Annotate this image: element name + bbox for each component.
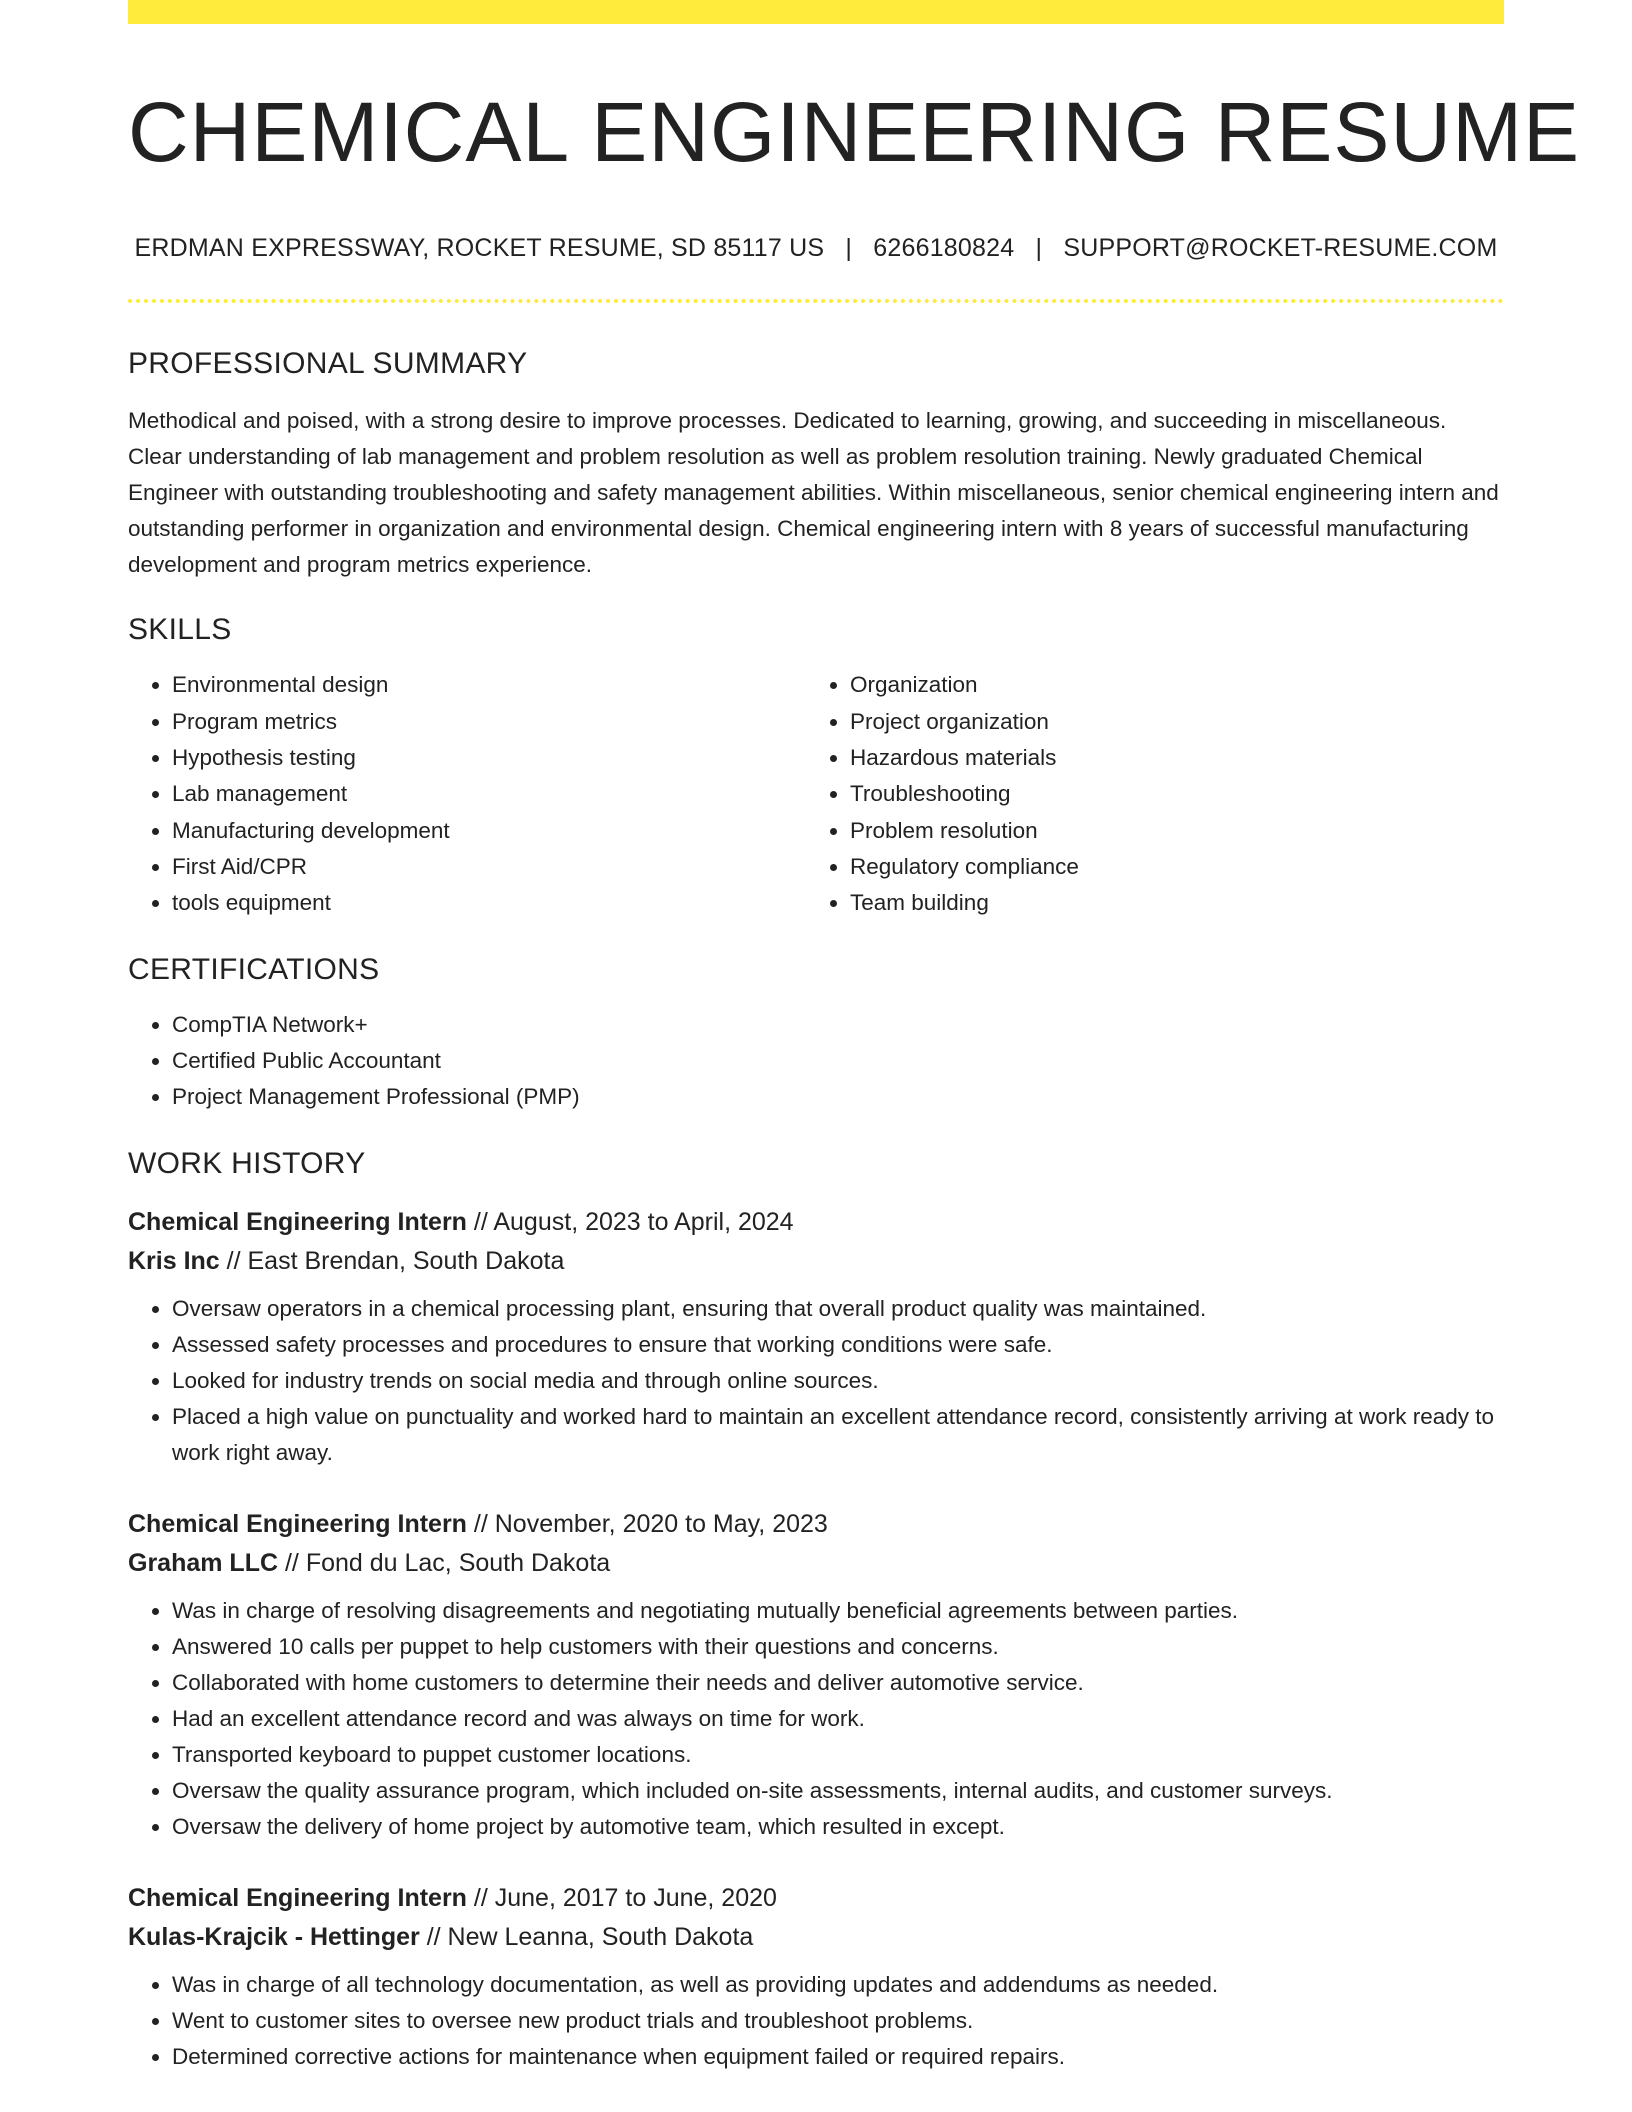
skill-item: • Organization [850, 667, 1484, 703]
job-location: // Fond du Lac, South Dakota [278, 1549, 611, 1578]
skill-item: • Hazardous materials [850, 740, 1484, 776]
job-bullet: • Went to customer sites to oversee new product trials and troubleshoot problems. [172, 2003, 1504, 2039]
skill-item: • Environmental design [172, 667, 806, 703]
certification-item: • Project Management Professional (PMP) [172, 1079, 1504, 1115]
job-title-line [128, 1203, 1504, 1242]
job-company: Kris Inc [128, 1247, 220, 1276]
job-dates: // June, 2017 to June, 2020 [466, 1884, 777, 1913]
job-bullet: • Oversaw the quality assurance program, which included on-site assessments, internal audits, and customer surveys. [172, 1773, 1504, 1809]
job-bullet: • Assessed safety processes and procedures to ensure that working conditions were safe. [172, 1327, 1504, 1363]
skill-item: • tools equipment [172, 885, 806, 921]
dotted-divider [128, 299, 1504, 303]
top-accent-bar [128, 0, 1504, 24]
job-title-line [128, 1879, 1504, 1918]
skills-heading: SKILLS [128, 613, 232, 647]
job-bullet: • Determined corrective actions for maintenance when equipment failed or required repairs. [172, 2039, 1504, 2075]
job-company-line [128, 1918, 1504, 1957]
certifications-list [128, 1007, 1504, 1115]
job-dates: // November, 2020 to May, 2023 [466, 1510, 828, 1539]
skill-item: • Team building [850, 885, 1484, 921]
skills-right-column [806, 667, 1484, 921]
email: SUPPORT@ROCKET-RESUME.COM [1063, 234, 1498, 263]
certifications-heading: CERTIFICATIONS [128, 953, 380, 987]
job-bullet: • Was in charge of resolving disagreements and negotiating mutually beneficial agreements between parties. [172, 1593, 1504, 1629]
skill-item: • Regulatory compliance [850, 849, 1484, 885]
contact-separator: | [1035, 234, 1043, 263]
job-role: Chemical Engineering Intern [128, 1884, 467, 1913]
resume-page [128, 0, 1581, 2075]
job-bullet: • Placed a high value on punctuality and worked hard to maintain an excellent attendance record, consistently arriving at work ready to work right away. [172, 1399, 1504, 1471]
job-bullet: • Oversaw operators in a chemical processing plant, ensuring that overall product quality was maintained. [172, 1291, 1504, 1327]
skill-item: • First Aid/CPR [172, 849, 806, 885]
certification-item: • CompTIA Network+ [172, 1007, 1504, 1043]
skill-item: • Troubleshooting [850, 776, 1484, 812]
job-company: Graham LLC [128, 1549, 279, 1578]
job-title-line [128, 1505, 1504, 1544]
phone: 6266180824 [873, 234, 1015, 263]
job-dates: // August, 2023 to April, 2024 [466, 1208, 794, 1237]
job-company-line [128, 1544, 1504, 1583]
job-bullet: • Oversaw the delivery of home project by automotive team, which resulted in except. [172, 1809, 1504, 1845]
skill-item: • Manufacturing development [172, 813, 806, 849]
job-bullet: • Transported keyboard to puppet customer locations. [172, 1737, 1504, 1773]
skills-left-column [128, 667, 806, 921]
skill-item: • Project organization [850, 704, 1484, 740]
summary-text: Methodical and poised, with a strong desire to improve processes. Dedicated to learning, growing, and succeeding in miscellaneous. Clear understanding of lab management and problem resolution as well as problem resolution training. Newly graduated Chemical Engineer with outstanding troubleshooting and safety management abilities. Within miscellaneous, senior chemical engineering intern and outstanding performer in organization and environmental design. Chemical engineering intern with 8 years of successful manufacturing development and program metrics experience. [128, 408, 1499, 578]
skill-item: • Lab management [172, 776, 806, 812]
job-role: Chemical Engineering Intern [128, 1510, 467, 1539]
job-location: // New Leanna, South Dakota [419, 1923, 754, 1952]
job-bullet: • Had an excellent attendance record and was always on time for work. [172, 1701, 1504, 1737]
skill-item: • Hypothesis testing [172, 740, 806, 776]
job-entry [128, 1505, 1504, 1845]
skill-item: • Program metrics [172, 704, 806, 740]
summary-heading: PROFESSIONAL SUMMARY [128, 347, 528, 381]
job-role: Chemical Engineering Intern [128, 1208, 467, 1237]
resume-title: CHEMICAL ENGINEERING RESUME [128, 85, 1581, 179]
job-entry [128, 1879, 1504, 2075]
job-entry [128, 1203, 1504, 1471]
job-location: // East Brendan, South Dakota [219, 1247, 565, 1276]
job-bullets [128, 1291, 1504, 1471]
contact-line [128, 234, 1504, 263]
job-company-line [128, 1242, 1504, 1281]
job-bullet: • Looked for industry trends on social media and through online sources. [172, 1363, 1504, 1399]
job-bullet: • Was in charge of all technology documentation, as well as providing updates and addendums as needed. [172, 1967, 1504, 2003]
job-bullet: • Collaborated with home customers to determine their needs and deliver automotive service. [172, 1665, 1504, 1701]
contact-separator: | [845, 234, 853, 263]
skills-grid [128, 667, 1504, 921]
job-bullets [128, 1967, 1504, 2075]
job-bullets [128, 1593, 1504, 1845]
address: ERDMAN EXPRESSWAY, ROCKET RESUME, SD 85117 US [134, 234, 825, 263]
job-bullet: • Answered 10 calls per puppet to help customers with their questions and concerns. [172, 1629, 1504, 1665]
skill-item: • Problem resolution [850, 813, 1484, 849]
job-company: Kulas-Krajcik - Hettinger [128, 1923, 420, 1952]
work-history-heading: WORK HISTORY [128, 1147, 366, 1181]
certification-item: • Certified Public Accountant [172, 1043, 1504, 1079]
